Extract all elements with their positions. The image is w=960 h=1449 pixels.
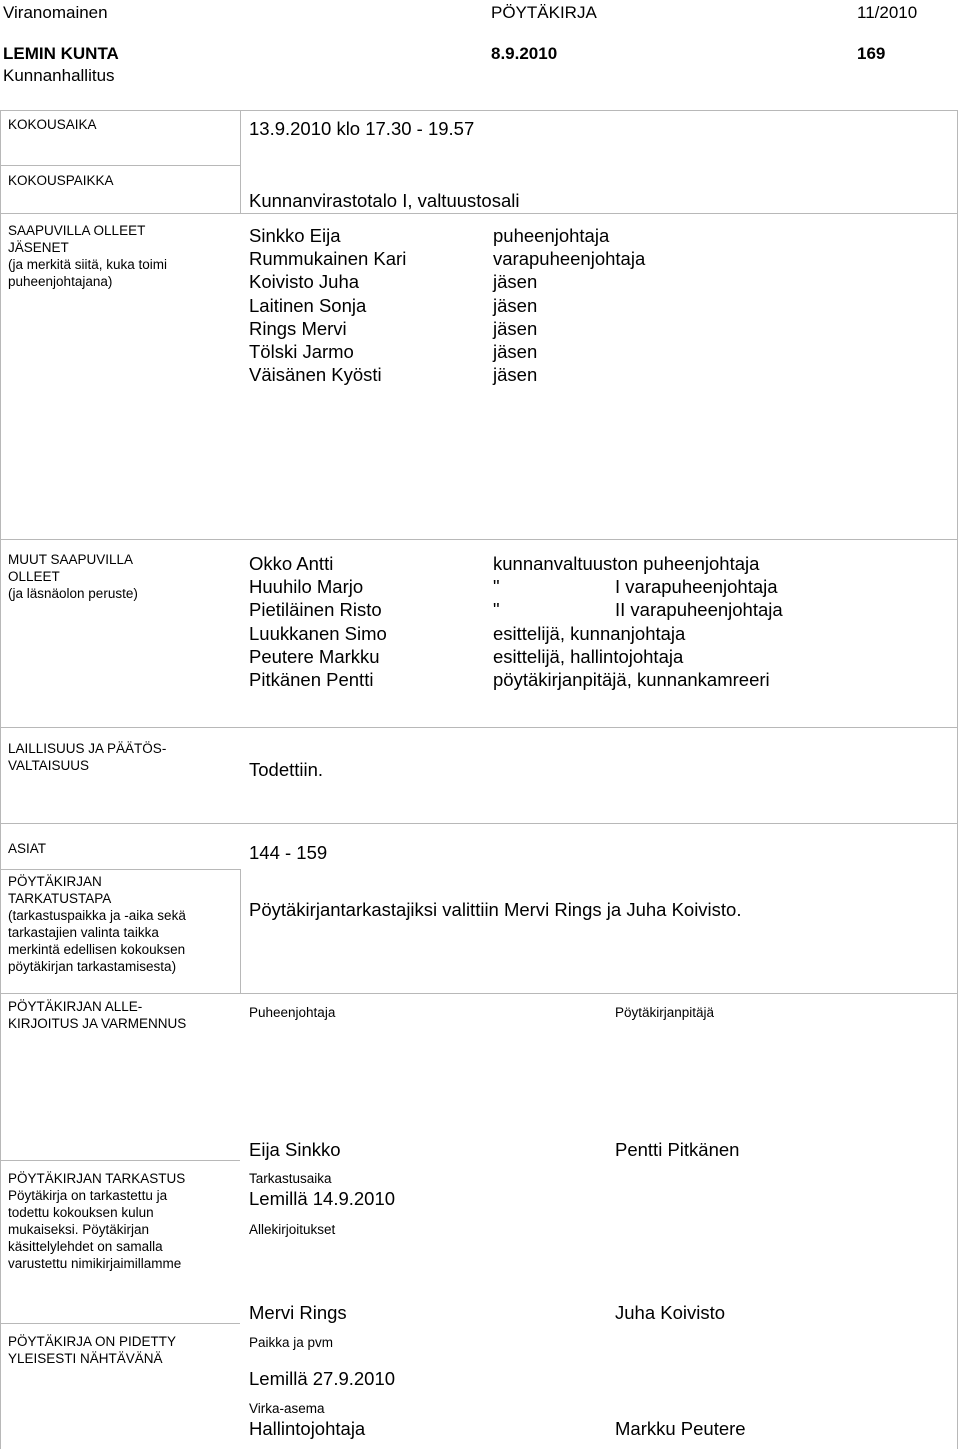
other-row-struck [249,552,809,575]
member-name: Väisänen Kyösti [249,364,382,386]
inspection-time-label: Tarkastusaika [249,1171,332,1186]
header-municipality: LEMIN KUNTA [3,44,119,63]
other-row [249,645,809,668]
ditto-mark: " [493,576,500,598]
member-role: jäsen [493,341,538,363]
legality-value: Todettiin. [249,759,324,780]
position-label: Virka-asema [249,1401,325,1416]
meeting-place-value: Kunnanvirastotalo I, valtuustosali [249,190,520,211]
place-date-value: Lemillä 27.9.2010 [249,1368,396,1389]
header-date: 8.9.2010 [491,44,558,63]
signature-label: PÖYTÄKIRJAN ALLE- KIRJOITUS JA VARMENNUS [8,999,187,1031]
inspector-1-name: Mervi Rings [249,1302,347,1323]
table-left-border [0,110,1,1449]
header-page-number: 169 [857,44,886,63]
members-names [249,224,406,386]
other-name: Pitkänen Pentti [249,668,374,690]
member-role: jäsen [493,271,538,293]
meeting-time-value: 13.9.2010 klo 17.30 - 19.57 [249,118,475,139]
other-row-struck [249,622,809,645]
meeting-place-label: KOKOUSPAIKKA [8,173,114,188]
other-row [249,598,809,621]
member-role: jäsen [493,317,538,339]
inspection-method-value: Pöytäkirjantarkastajiksi valittiin Mervi Rings ja Juha Koivisto. [249,899,742,920]
ditto-mark: " [493,599,500,621]
row-divider [0,993,958,994]
inspector-2-name: Juha Koivisto [615,1302,726,1323]
other-name: Luukkanen Simo [249,622,387,644]
items-label: ASIAT [8,841,47,856]
other-row [249,668,809,691]
other-role: kunnanvaltuuston puheenjohtaja [493,553,760,574]
place-date-label: Paikka ja pvm [249,1335,334,1350]
others-list [249,552,809,691]
row-divider [0,869,240,870]
inspection-label: PÖYTÄKIRJAN TARKASTUS Pöytäkirja on tarkastettu ja todettu kokouksen kulun mukaiseksi. Pöytäkirjan käsittelylehdet on samalla varustettu nimikirjaimillamme [8,1171,186,1271]
inspection-time-value: Lemillä 14.9.2010 [249,1188,396,1209]
other-role: pöytäkirjanpitäjä, kunnankamreeri [493,668,770,690]
member-role: puheenjohtaja [493,225,610,246]
row-divider [0,165,240,166]
row-divider [0,727,958,728]
members-roles [493,224,645,386]
member-role: varapuheenjohtaja [493,248,646,270]
row-divider [0,1160,240,1161]
member-name: Koivisto Juha [249,271,360,293]
position-value: Hallintojohtaja [249,1418,366,1439]
other-name: Huuhilo Marjo [249,576,364,598]
secretary-label: Pöytäkirjanpitäjä [615,1005,715,1020]
other-role: II varapuheenjohtaja [615,599,783,621]
header-body: Kunnanhallitus [3,66,115,85]
official-name: Markku Peutere [615,1418,746,1439]
other-role: I varapuheenjohtaja [615,576,778,598]
other-role: esittelijä, hallintojohtaja [493,645,684,667]
row-divider [0,539,958,540]
member-name: Rings Mervi [249,317,347,339]
chair-label: Puheenjohtaja [249,1005,336,1020]
member-name: Tölski Jarmo [249,341,354,363]
legality-label: LAILLISUUS JA PÄÄTÖS- VALTAISUUS [8,741,167,773]
other-name: Peutere Markku [249,645,380,667]
row-divider [0,213,958,214]
label-column-divider [240,110,241,213]
header-org-type: Viranomainen [3,3,108,22]
secretary-name: Pentti Pitkänen [615,1139,740,1160]
member-name: Sinkko Eija [249,225,341,246]
table-right-border [957,110,958,1449]
other-row-struck [249,575,809,598]
row-divider [0,823,958,824]
member-role: jäsen [493,364,538,386]
items-value: 144 - 159 [249,842,328,863]
members-label: SAAPUVILLA OLLEET JÄSENET (ja merkitä siitä, kuka toimi puheenjohtajana) [8,223,168,289]
row-divider [0,1323,240,1324]
member-name: Rummukainen Kari [249,248,407,270]
others-label: MUUT SAAPUVILLA OLLEET (ja läsnäolon peruste) [8,552,138,601]
chair-name: Eija Sinkko [249,1139,341,1160]
table-top-border [0,110,958,111]
header-doc-number: 11/2010 [857,3,918,22]
signatures-label: Allekirjoitukset [249,1222,336,1237]
label-column-divider [240,869,241,993]
public-display-label: PÖYTÄKIRJA ON PIDETTY YLEISESTI NÄHTÄVÄNÄ [8,1334,177,1366]
meeting-time-label: KOKOUSAIKA [8,117,97,132]
member-role: jäsen [493,294,538,316]
header-doc-type: PÖYTÄKIRJA [491,3,597,22]
inspection-method-label: PÖYTÄKIRJAN TARKATUSTAPA (tarkastuspaikka ja -aika sekä tarkastajien valinta taikka merkintä edellisen kokouksen pöytäkirjan tarkastamisesta) [8,874,186,974]
other-name: Okko Antti [249,553,334,574]
other-role: esittelijä, kunnanjohtaja [493,622,686,644]
member-name: Laitinen Sonja [249,294,367,316]
other-name: Pietiläinen Risto [249,599,382,621]
